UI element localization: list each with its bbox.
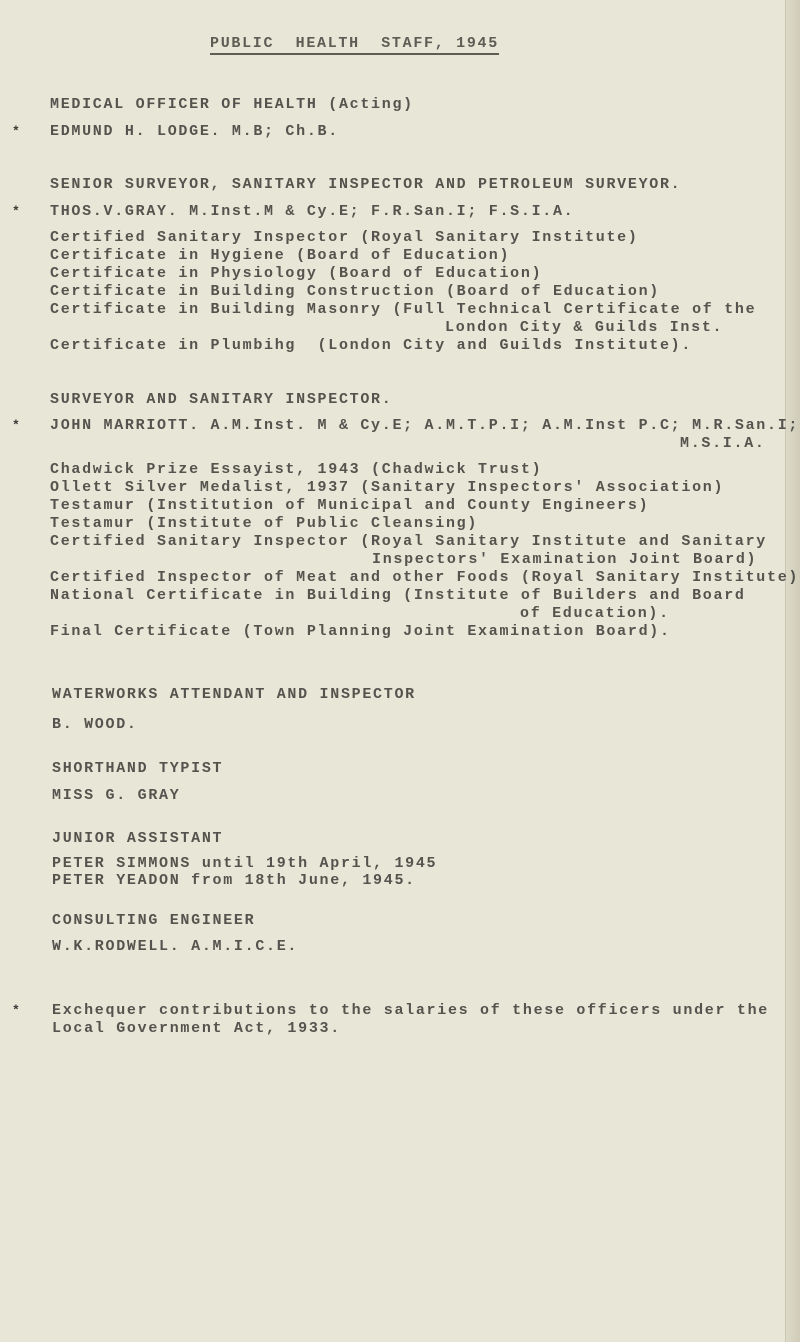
section-heading: MEDICAL OFFICER OF HEALTH (Acting) [50, 96, 414, 113]
bullet-marker: * [12, 418, 20, 433]
page-edge [785, 0, 800, 1342]
qualification: Chadwick Prize Essayist, 1943 (Chadwick Trust) [50, 461, 543, 478]
section-heading: SHORTHAND TYPIST [52, 760, 224, 777]
qualification: Certificate in Building Masonry (Full Technical Certificate of the [50, 301, 757, 318]
staff-name: THOS.V.GRAY. M.Inst.M & Cy.E; F.R.San.I; F.S.I.A. [50, 203, 575, 220]
section-heading: SURVEYOR AND SANITARY INSPECTOR. [50, 391, 393, 408]
qualification: Certified Sanitary Inspector (Royal Sanitary Institute and Sanitary [50, 533, 767, 550]
section-heading: SENIOR SURVEYOR, SANITARY INSPECTOR AND PETROLEUM SURVEYOR. [50, 176, 682, 193]
section-heading: JUNIOR ASSISTANT [52, 830, 224, 847]
qualification: Certificate in Physiology (Board of Education) [50, 265, 543, 282]
section-heading: WATERWORKS ATTENDANT AND INSPECTOR [52, 686, 416, 703]
staff-name: MISS G. GRAY [52, 787, 181, 804]
qualification: Certified Sanitary Inspector (Royal Sanitary Institute) [50, 229, 639, 246]
bullet-marker: * [12, 124, 20, 139]
qualification: Testamur (Institution of Municipal and County Engineers) [50, 497, 650, 514]
qualification: Certified Inspector of Meat and other Foods (Royal Sanitary Institute) [50, 569, 800, 586]
staff-name: PETER SIMMONS until 19th April, 1945 [52, 855, 438, 872]
staff-name: B. WOOD. [52, 716, 138, 733]
qualification: of Education). [520, 605, 670, 622]
page-title: PUBLIC HEALTH STAFF, 1945 [210, 35, 499, 55]
qualification: Certificate in Plumbihg (London City and Guilds Institute). [50, 337, 693, 354]
footnote: Exchequer contributions to the salaries of these officers under the [52, 1002, 769, 1019]
qualification: Certificate in Building Construction (Board of Education) [50, 283, 660, 300]
qualification: Testamur (Institute of Public Cleansing) [50, 515, 479, 532]
qualification: Final Certificate (Town Planning Joint Examination Board). [50, 623, 671, 640]
staff-name: PETER YEADON from 18th June, 1945. [52, 872, 416, 889]
qualification: National Certificate in Building (Institute of Builders and Board [50, 587, 746, 604]
staff-name: M.S.I.A. [680, 435, 766, 452]
staff-name: EDMUND H. LODGE. M.B; Ch.B. [50, 123, 339, 140]
footnote: Local Government Act, 1933. [52, 1020, 341, 1037]
qualification: Certificate in Hygiene (Board of Education) [50, 247, 511, 264]
qualification: London City & Guilds Inst. [445, 319, 724, 336]
section-heading: CONSULTING ENGINEER [52, 912, 256, 929]
bullet-marker: * [12, 204, 20, 219]
staff-name: JOHN MARRIOTT. A.M.Inst. M & Cy.E; A.M.T.P.I; A.M.Inst P.C; M.R.San.I; [50, 417, 800, 434]
qualification: Ollett Silver Medalist, 1937 (Sanitary Inspectors' Association) [50, 479, 725, 496]
qualification: Inspectors' Examination Joint Board) [372, 551, 758, 568]
bullet-marker: * [12, 1003, 20, 1018]
staff-name: W.K.RODWELL. A.M.I.C.E. [52, 938, 299, 955]
